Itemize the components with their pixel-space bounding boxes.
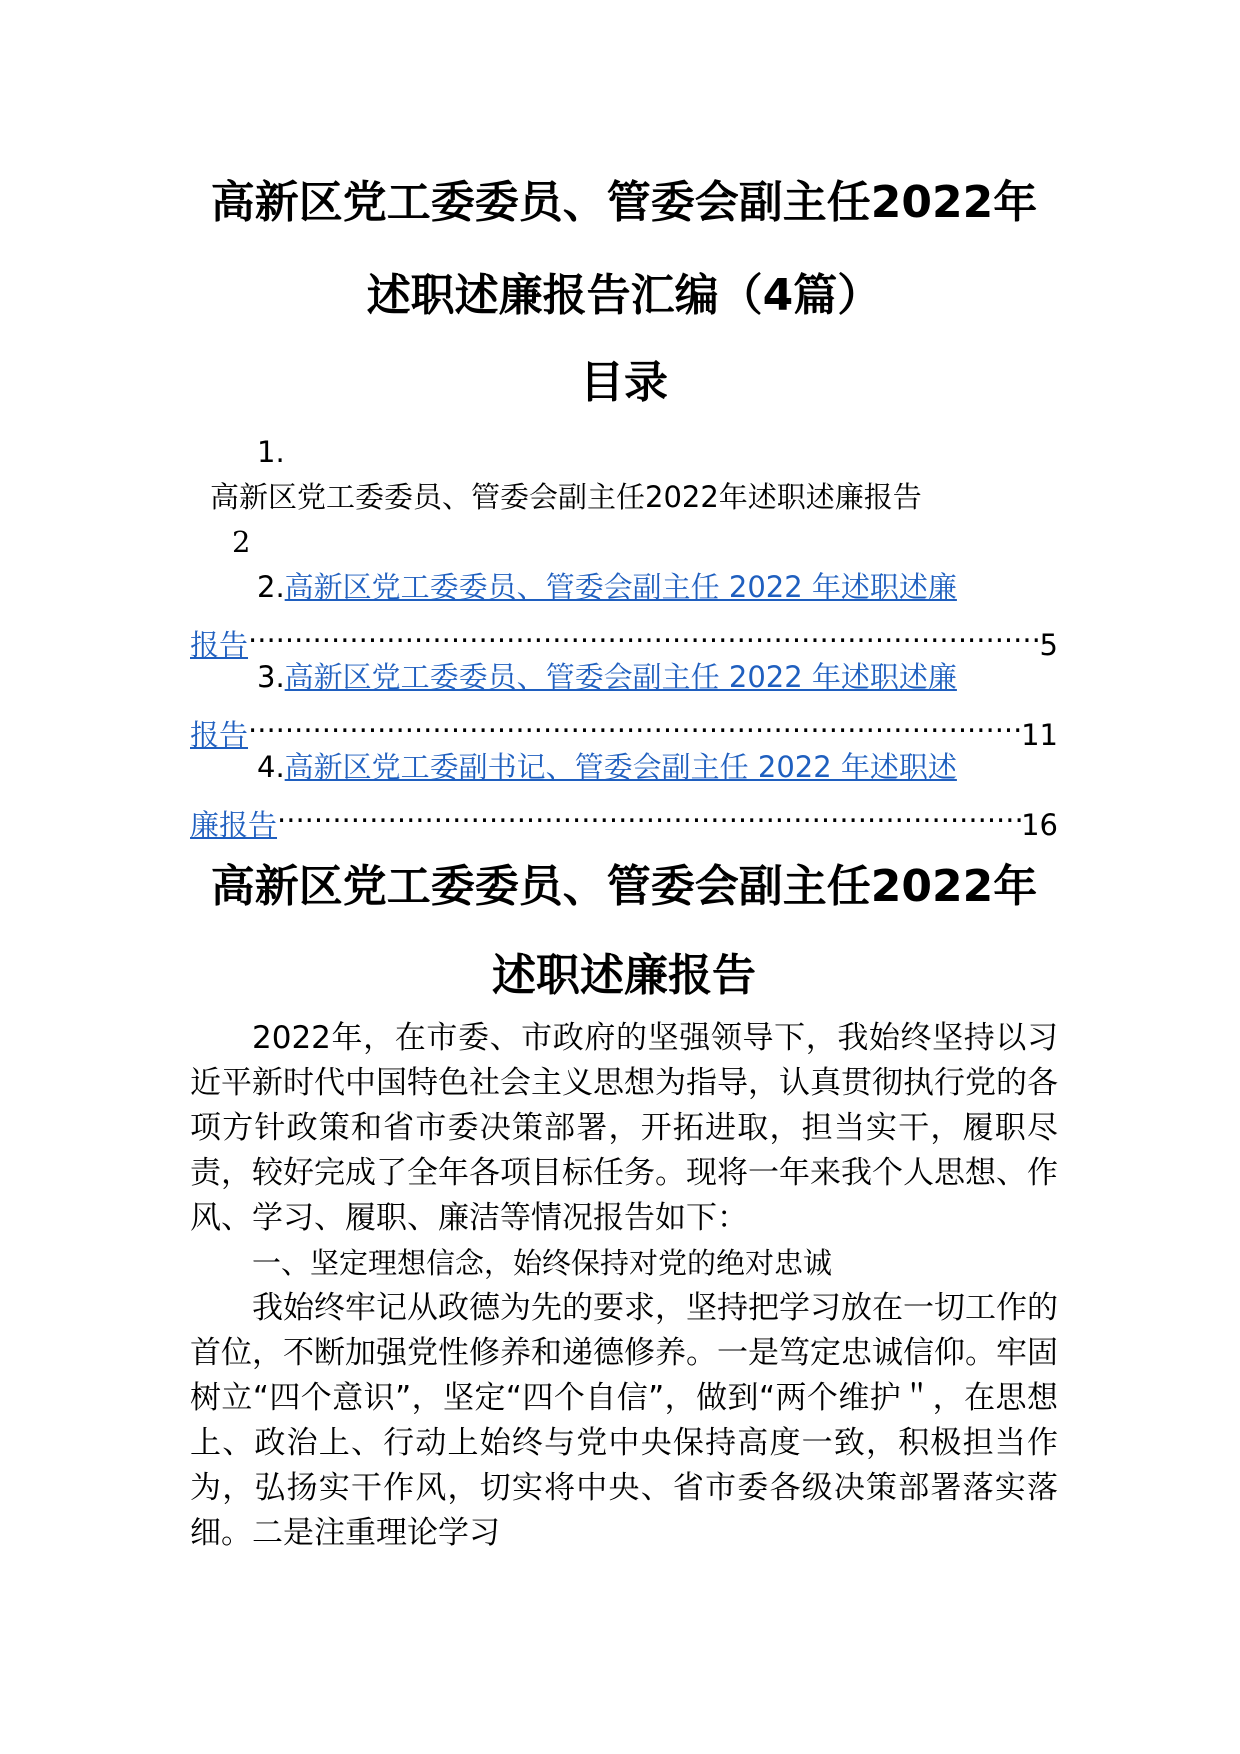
toc-entry-2-number: 2.	[257, 570, 285, 604]
toc-entry-3-page: 11	[1021, 718, 1058, 752]
toc-entry-4-page: 16	[1021, 808, 1058, 842]
toc-entry-2[interactable]	[190, 565, 1058, 668]
toc-entry-3-link[interactable]: 高新区党工委委员、管委会副主任 2022 年述职述廉	[284, 660, 957, 694]
toc-entry-2-link-cont[interactable]: 报告	[190, 628, 249, 662]
document-title-line2: 述职述廉报告汇编（4篇）	[366, 270, 882, 321]
toc-entry-3-link-cont[interactable]: 报告	[190, 718, 249, 752]
toc-entry-4-link[interactable]: 高新区党工委副书记、管委会副主任 2022 年述职述	[284, 750, 957, 784]
section-title-line1: 高新区党工委委员、管委会副主任2022年	[210, 861, 1038, 912]
toc-entry-2-leader	[248, 610, 1040, 655]
toc-entry-2-page: 5	[1039, 628, 1058, 662]
section-heading-1: 一、坚定理想信念，始终保持对党的绝对忠诚	[252, 1246, 833, 1280]
toc-entry-2-link[interactable]: 高新区党工委委员、管委会副主任 2022 年述职述廉	[284, 570, 957, 604]
section-title-line2: 述职述廉报告	[492, 950, 756, 1001]
toc-entry-3-leader	[248, 700, 1021, 745]
report-body	[190, 1016, 1058, 1556]
toc-entry-4[interactable]	[190, 745, 1058, 848]
document-title-line1: 高新区党工委委员、管委会副主任2022年	[210, 177, 1038, 228]
toc-entry-4-leader	[277, 790, 1021, 835]
toc-entry-3[interactable]	[190, 655, 1058, 758]
toc-entry-1-number: 1.	[257, 435, 285, 469]
toc-entry-3-number: 3.	[257, 660, 285, 694]
toc-heading: 目录	[580, 357, 668, 408]
body-paragraph-1: 我始终牢记从政德为先的要求，坚持把学习放在一切工作的首位，不断加强党性修养和递德修养。一是笃定忠诚信仰。牢固树立“四个意识”，坚定“四个自信”，做到“两个维护＂，在思想上、政治上、行动上始终与党中央保持高度一致，积极担当作为，弘扬实干作风，切实将中央、省市委各级决策部署落实落细。二是注重理论学习	[190, 1290, 1058, 1551]
toc-entry-1-text: 高新区党工委委员、管委会副主任2022年述职述廉报告	[210, 480, 922, 514]
document-page	[190, 0, 1058, 1754]
toc-entry-4-number: 4.	[257, 750, 285, 784]
intro-paragraph: 2022年，在市委、市政府的坚强领导下，我始终坚持以习近平新时代中国特色社会主义思想为指导，认真贯彻执行党的各项方针政策和省市委决策部署，开拓进取，担当实干，履职尽责，较好完成了全年各项目标任务。现将一年来我个人思想、作风、学习、履职、廉洁等情况报告如下：	[190, 1020, 1058, 1236]
toc-entry-4-link-cont[interactable]: 廉报告	[190, 808, 278, 842]
toc-entry-1-page: 2	[232, 525, 251, 559]
